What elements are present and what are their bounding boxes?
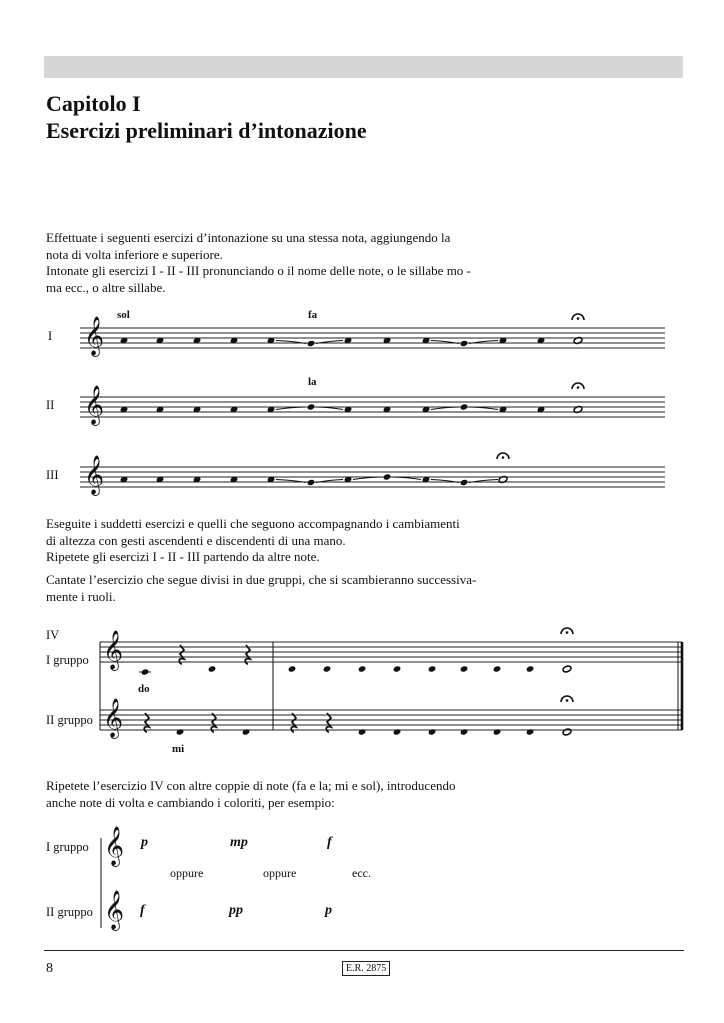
note-head xyxy=(493,728,502,735)
note-head xyxy=(208,665,217,672)
note-head xyxy=(383,473,392,480)
chapter-number: Capitolo I xyxy=(46,91,141,116)
chapter-title: Esercizi preliminari d’intonazione xyxy=(46,118,367,143)
dynamic-mark: pp xyxy=(229,903,243,918)
dynamic-mark: f xyxy=(327,835,332,850)
intro-line: Effettuate i seguenti esercizi d’intonazione su una stessa nota, aggiungendo la xyxy=(46,230,451,245)
middle-line: mente i ruoli. xyxy=(46,588,116,604)
dynamic-mark: mp xyxy=(230,835,248,850)
note-head xyxy=(460,665,469,672)
oppure-text: oppure xyxy=(263,866,297,880)
treble-clef: 𝄞 xyxy=(84,385,105,425)
whole-note xyxy=(562,665,572,673)
group-label: II gruppo xyxy=(46,713,93,727)
group-label: I gruppo xyxy=(46,653,89,667)
note-head xyxy=(460,403,469,410)
intro-line: nota di volta inferiore e superiore. xyxy=(46,246,223,262)
note-head xyxy=(526,665,535,672)
note-head xyxy=(393,665,402,672)
intro-line: ma ecc., o altre sillabe. xyxy=(46,279,166,295)
syllable-label: do xyxy=(138,683,150,695)
fermata-dot xyxy=(577,386,580,389)
group-label: I gruppo xyxy=(46,840,89,854)
fermata-dot xyxy=(502,456,505,459)
syllable-label: sol xyxy=(117,309,130,321)
treble-clef: 𝄞 xyxy=(104,826,125,866)
middle-line: Cantate l’esercizio che segue divisi in due gruppi, che si scambieranno successiva- xyxy=(46,572,477,587)
middle-line: Eseguite i suddetti esercizi e quelli che seguono accompagnando i cambiamenti xyxy=(46,516,460,531)
note-head xyxy=(288,665,297,672)
quarter-rest xyxy=(245,645,250,664)
note-head xyxy=(393,728,402,735)
quarter-rest xyxy=(144,713,149,732)
exercise-label: II xyxy=(46,398,55,412)
note-head xyxy=(428,665,437,672)
quarter-rest xyxy=(179,645,184,664)
quarter-rest xyxy=(211,713,216,732)
intro-line: Intonate gli esercizi I - II - III pronunciando o il nome delle note, o le sillabe mo - xyxy=(46,263,471,278)
footer-rule xyxy=(44,950,684,951)
syllable-label: fa xyxy=(308,309,318,321)
treble-clef: 𝄞 xyxy=(84,455,105,495)
note-head xyxy=(307,340,316,347)
note-head xyxy=(493,665,502,672)
syllable-label: mi xyxy=(172,743,185,755)
fermata-dot xyxy=(566,699,569,702)
exercise-label: I xyxy=(48,329,53,343)
exercise-label: III xyxy=(46,468,59,482)
ecc-text: ecc. xyxy=(352,866,371,880)
middle-line: Ripetete gli esercizi I - II - III partendo da altre note. xyxy=(46,549,320,564)
oppure-text: oppure xyxy=(170,866,204,880)
dynamic-mark: p xyxy=(141,835,148,850)
exercise-label: IV xyxy=(46,628,60,642)
dynamic-mark: p xyxy=(325,903,332,918)
note-head xyxy=(358,665,367,672)
repeat-line: Ripetete l’esercizio IV con altre coppie di note (fa e la; mi e sol), introducendo xyxy=(46,778,456,793)
group-label: II gruppo xyxy=(46,905,93,919)
note-head xyxy=(323,665,332,672)
note-head xyxy=(307,479,316,486)
treble-clef: 𝄞 xyxy=(104,890,125,930)
fermata-dot xyxy=(577,317,580,320)
note-head xyxy=(526,728,535,735)
note-head xyxy=(242,728,251,735)
middle-line: di altezza con gesti ascendenti e discendenti di una mano. xyxy=(46,532,346,548)
quarter-rest xyxy=(291,713,296,732)
page-number: 8 xyxy=(46,961,53,976)
whole-note xyxy=(562,728,572,736)
note-head xyxy=(428,728,437,735)
note-head xyxy=(358,728,367,735)
note-head xyxy=(460,340,469,347)
repeat-line: anche note di volta e cambiando i coloriti, per esempio: xyxy=(46,794,335,810)
syllable-label: la xyxy=(308,376,317,388)
quarter-rest xyxy=(326,713,331,732)
note-head xyxy=(460,479,469,486)
note-head xyxy=(460,728,469,735)
note-head xyxy=(307,403,316,410)
fermata-dot xyxy=(566,631,569,634)
treble-clef: 𝄞 xyxy=(103,698,124,738)
dynamic-mark: f xyxy=(140,903,145,918)
edition-number: E.R. 2875 xyxy=(342,961,390,976)
note-head xyxy=(176,728,185,735)
treble-clef: 𝄞 xyxy=(103,630,124,670)
treble-clef: 𝄞 xyxy=(84,316,105,356)
